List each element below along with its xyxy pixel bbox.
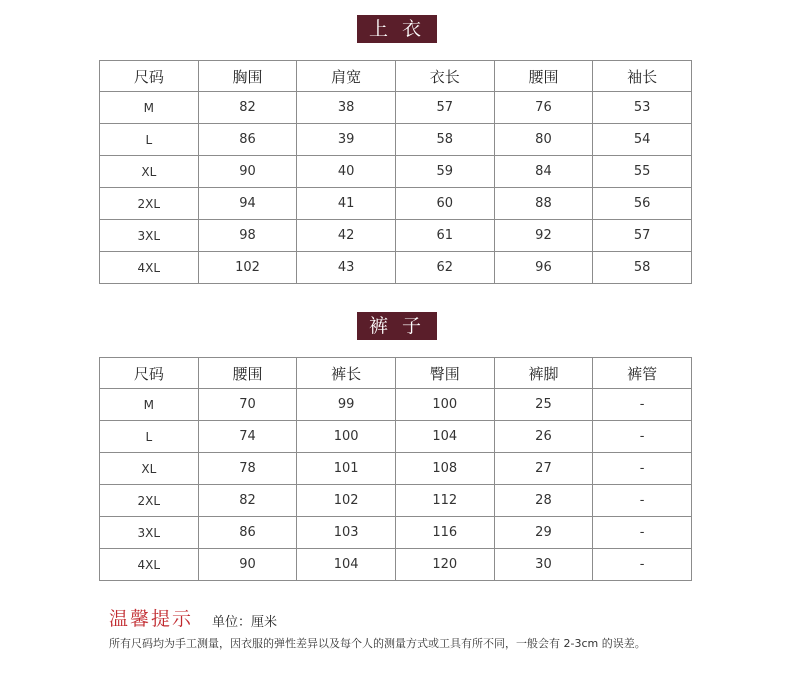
table-row [100,485,692,517]
value-cell: 25 [494,389,593,421]
column-header: 裤脚 [494,358,593,389]
value-cell: 38 [297,92,396,124]
value-cell: 39 [297,124,396,156]
value-cell: - [593,549,692,581]
column-header: 肩宽 [297,61,396,92]
size-cell: 4XL [100,252,199,284]
value-cell: 26 [494,421,593,453]
table-row [100,453,692,485]
size-cell: M [100,389,199,421]
value-cell: 58 [593,252,692,284]
table-row [100,92,692,124]
value-cell: 62 [395,252,494,284]
column-header: 腰围 [198,358,297,389]
size-cell: L [100,421,199,453]
value-cell: 86 [198,124,297,156]
column-header: 胸围 [198,61,297,92]
table-row [100,517,692,549]
value-cell: 104 [297,549,396,581]
value-cell: - [593,389,692,421]
value-cell: 58 [395,124,494,156]
value-cell: 28 [494,485,593,517]
value-cell: 82 [198,92,297,124]
value-cell: 100 [395,389,494,421]
value-cell: 103 [297,517,396,549]
value-cell: 43 [297,252,396,284]
value-cell: - [593,517,692,549]
value-cell: 101 [297,453,396,485]
pants-size-table [99,357,692,581]
value-cell: 120 [395,549,494,581]
top-section-title: 上 衣 [357,15,437,43]
column-header: 尺码 [100,358,199,389]
table-row [100,252,692,284]
value-cell: 56 [593,188,692,220]
value-cell: 41 [297,188,396,220]
measurement-note: 所有尺码均为手工测量，因衣服的弹性差异以及每个人的测量方式或工具有所不同，一般会有 2-3cm 的误差。 [109,637,646,650]
value-cell: 80 [494,124,593,156]
size-cell: 3XL [100,220,199,252]
unit-label: 单位：厘米 [212,615,278,630]
value-cell: 94 [198,188,297,220]
value-cell: 99 [297,389,396,421]
value-cell: 60 [395,188,494,220]
column-header: 裤管 [593,358,692,389]
column-header: 臀围 [395,358,494,389]
value-cell: 102 [297,485,396,517]
value-cell: 42 [297,220,396,252]
size-cell: 2XL [100,485,199,517]
column-header: 裤长 [297,358,396,389]
column-header: 衣长 [395,61,494,92]
table-row [100,389,692,421]
value-cell: 100 [297,421,396,453]
column-header: 腰围 [494,61,593,92]
value-cell: 40 [297,156,396,188]
value-cell: 76 [494,92,593,124]
value-cell: 54 [593,124,692,156]
value-cell: 29 [494,517,593,549]
size-cell: XL [100,453,199,485]
pants-section-title: 裤 子 [357,312,437,340]
value-cell: 55 [593,156,692,188]
value-cell: - [593,485,692,517]
value-cell: 98 [198,220,297,252]
value-cell: 59 [395,156,494,188]
value-cell: 116 [395,517,494,549]
value-cell: 108 [395,453,494,485]
column-header: 尺码 [100,61,199,92]
tips-title: 温馨提示 [109,608,194,630]
value-cell: 57 [593,220,692,252]
table-header-row [100,61,692,92]
value-cell: 112 [395,485,494,517]
value-cell: 92 [494,220,593,252]
value-cell: - [593,453,692,485]
table-row [100,188,692,220]
column-header: 袖长 [593,61,692,92]
value-cell: 70 [198,389,297,421]
table-row [100,220,692,252]
table-row [100,421,692,453]
size-cell: 2XL [100,188,199,220]
value-cell: 61 [395,220,494,252]
size-cell: 4XL [100,549,199,581]
size-cell: 3XL [100,517,199,549]
value-cell: 88 [494,188,593,220]
table-row [100,124,692,156]
table-row [100,156,692,188]
value-cell: 30 [494,549,593,581]
value-cell: 53 [593,92,692,124]
size-cell: L [100,124,199,156]
value-cell: 27 [494,453,593,485]
value-cell: 57 [395,92,494,124]
value-cell: - [593,421,692,453]
value-cell: 86 [198,517,297,549]
value-cell: 74 [198,421,297,453]
value-cell: 104 [395,421,494,453]
value-cell: 96 [494,252,593,284]
value-cell: 82 [198,485,297,517]
size-cell: M [100,92,199,124]
value-cell: 78 [198,453,297,485]
value-cell: 84 [494,156,593,188]
table-header-row [100,358,692,389]
top-size-table [99,60,692,284]
value-cell: 90 [198,156,297,188]
size-cell: XL [100,156,199,188]
table-row [100,549,692,581]
value-cell: 102 [198,252,297,284]
value-cell: 90 [198,549,297,581]
